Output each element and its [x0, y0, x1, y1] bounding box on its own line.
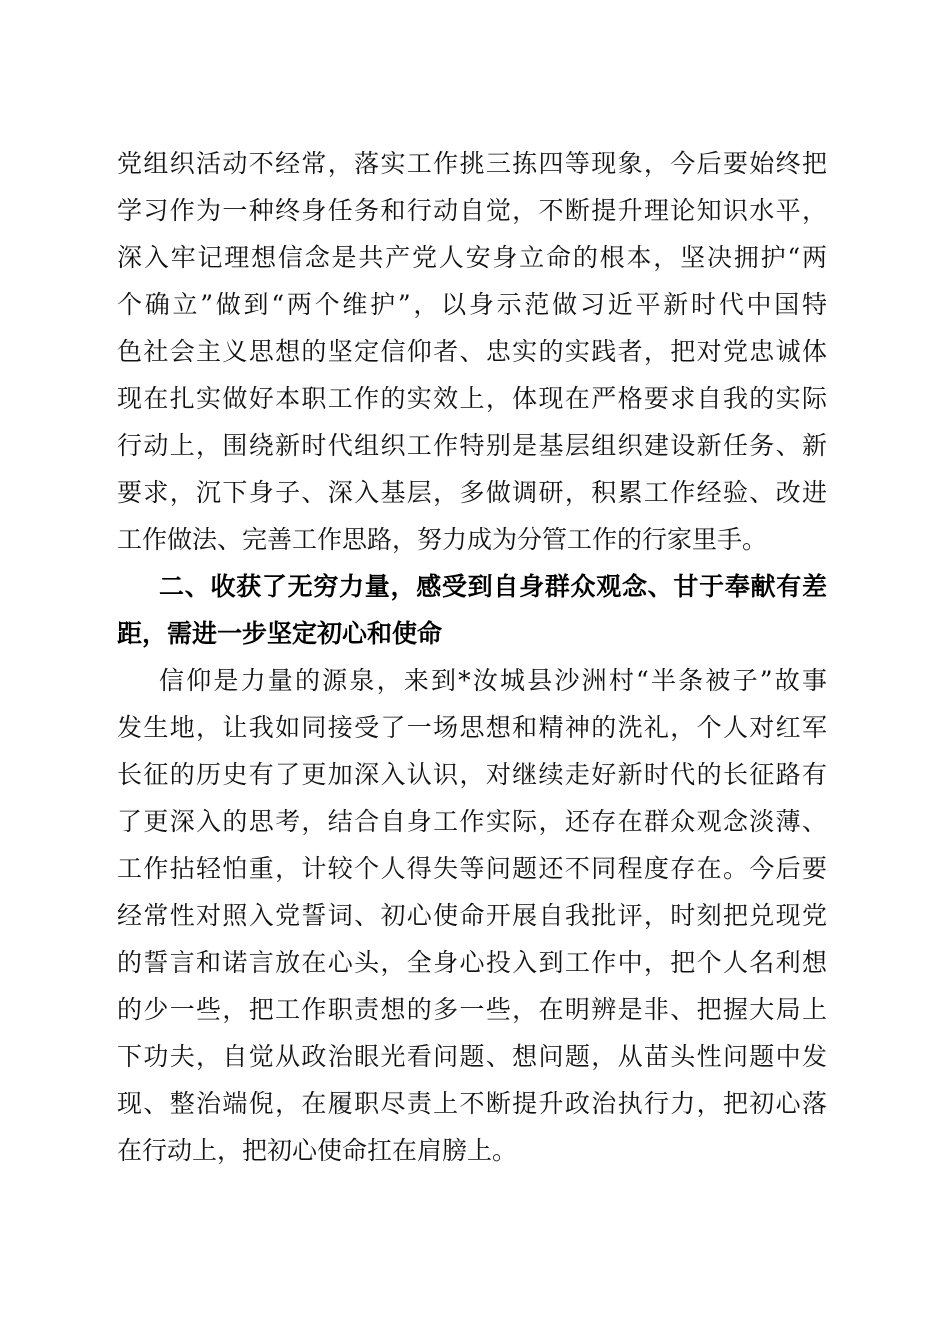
- body-text-line: 经常性对照入党誓词、初心使命开展自我批评，时刻把兑现党: [117, 901, 827, 930]
- body-text-line: 个确立”做到“两个维护”，以身示范做习近平新时代中国特: [117, 290, 827, 319]
- body-text-line: 了更深入的思考，结合自身工作实际，还存在群众观念淡薄、: [117, 807, 827, 836]
- body-text-line: 行动上，围绕新时代组织工作特别是基层组织建设新任务、新: [117, 431, 827, 460]
- body-text-line: 在行动上，把初心使命扛在肩膀上。: [117, 1136, 518, 1165]
- body-text-line: 工作做法、完善工作思路，努力成为分管工作的行家里手。: [117, 525, 768, 554]
- body-text-line: 党组织活动不经常，落实工作挑三拣四等现象，今后要始终把: [117, 149, 827, 178]
- body-text-line: 现在扎实做好本职工作的实效上，体现在严格要求自我的实际: [117, 384, 827, 413]
- body-text-line: 的少一些，把工作职责想的多一些，在明辨是非、把握大局上: [117, 995, 827, 1024]
- body-text-line: 要求，沉下身子、深入基层，多做调研，积累工作经验、改进: [117, 478, 827, 507]
- body-text-line: 下功夫，自觉从政治眼光看问题、想问题，从苗头性问题中发: [117, 1042, 827, 1071]
- body-text-line: 信仰是力量的源泉，来到*汝城县沙洲村“半条被子”故事: [159, 666, 827, 695]
- body-text-line: 发生地，让我如同接受了一场思想和精神的洗礼，个人对红军: [117, 713, 827, 742]
- body-text-line: 的誓言和诺言放在心头，全身心投入到工作中，把个人名利想: [117, 948, 827, 977]
- section-heading-line: 二、收获了无穷力量，感受到自身群众观念、甘于奉献有差: [159, 572, 827, 601]
- body-text-line: 学习作为一种终身任务和行动自觉，不断提升理论知识水平，: [117, 196, 827, 225]
- body-text-line: 现、整治端倪，在履职尽责上不断提升政治执行力，把初心落: [117, 1089, 827, 1118]
- section-heading-line: 距，需进一步坚定初心和使命: [117, 619, 443, 648]
- body-text-line: 工作拈轻怕重，计较个人得失等问题还不同程度存在。今后要: [117, 854, 827, 883]
- body-text-line: 长征的历史有了更加深入认识，对继续走好新时代的长征路有: [117, 760, 827, 789]
- body-text-line: 深入牢记理想信念是共产党人安身立命的根本，坚决拥护“两: [117, 243, 827, 272]
- body-text-line: 色社会主义思想的坚定信仰者、忠实的实践者，把对党忠诚体: [117, 337, 827, 366]
